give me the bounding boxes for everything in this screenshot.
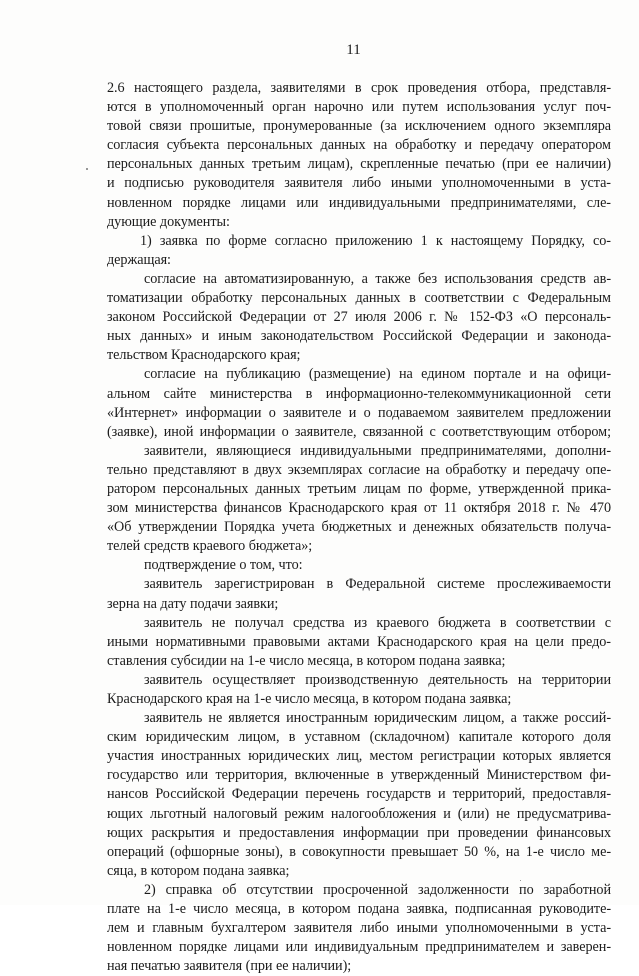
text-line: 1) заявка по форме согласно приложению 1 к настоящему Порядку, со- xyxy=(140,232,611,249)
text-line: персональных данных третьим лицам), скрепленные печатью (при ее наличии) xyxy=(107,156,611,173)
page-number: 11 xyxy=(346,42,361,58)
text-line: держащая: xyxy=(107,251,171,268)
scan-speck xyxy=(86,168,88,170)
text-line: ная печатью заявителя (при ее наличии); xyxy=(107,958,352,975)
text-line: и подписью руководителя заявителя либо иными уполномоченными в уста- xyxy=(107,175,611,192)
text-line: заявитель зарегистрирован в Федеральной системе прослеживаемости xyxy=(144,576,611,593)
text-line: «Об утверждении Порядка учета бюджетных и денежных обязательств получа- xyxy=(107,519,611,536)
body-text xyxy=(107,79,611,976)
text-line: согласие на автоматизированную, а также без использования средств ав- xyxy=(144,270,611,287)
text-line: зерна на дату подачи заявки; xyxy=(107,595,279,612)
text-line: ющих раскрытия и предоставления информации при проведении финансовых xyxy=(107,824,611,841)
text-line: тельством Краснодарского края; xyxy=(107,347,301,364)
text-line: лем и главным бухгалтером заявителя либо иными уполномоченными в уста- xyxy=(107,920,611,937)
text-line: зом министерства финансов Краснодарского края от 11 октября 2018 г. № 470 xyxy=(107,500,611,517)
text-line: государство или территория, включенные в утвержденный Министерством фи- xyxy=(107,767,611,784)
text-line: заявитель не является иностранным юридическим лицом, а также россий- xyxy=(144,710,611,727)
text-line: ются в уполномоченный орган нарочно или путем использования услуг поч- xyxy=(107,99,611,116)
text-line: плате на 1-е число месяца, в котором подана заявка, подписанная руководите- xyxy=(107,901,611,918)
text-line: заявитель осуществляет производственную деятельность на территории xyxy=(144,671,611,688)
text-line: ных данных» и иным законодательством Российской Федерации и законода- xyxy=(107,328,611,345)
text-line: тельно представляют в двух экземплярах согласие на обработку и передачу опе- xyxy=(107,461,611,478)
text-line: сяца, в котором подана заявка; xyxy=(107,862,290,879)
text-line: альном сайте министерства в информационно-телекоммуникационной сети xyxy=(107,385,611,402)
text-line: новленном порядке лицами или индивидуальными предпринимателями, сле- xyxy=(107,194,611,211)
text-line: 2.6 настоящего раздела, заявителями в срок проведения отбора, представля- xyxy=(107,80,611,96)
text-line: (заявке), иной информации о заявителе, связанной с соответствующим отбором; xyxy=(107,423,611,440)
text-line: заявитель не получал средства из краевого бюджета в соответствии с xyxy=(144,614,611,631)
text-line: ским юридическим лицом, в уставном (складочном) капитале которого доля xyxy=(107,729,611,746)
text-line: согласие на публикацию (размещение) на едином портале и на офици- xyxy=(144,366,611,383)
text-line: согласия субъекта персональных данных на обработку и передачу оператором xyxy=(107,137,611,154)
text-line: Краснодарского края на 1-е число месяца, в котором подана заявка; xyxy=(107,691,512,707)
text-line: ющих льготный налоговый режим налогообложения и (или) не предусматрива- xyxy=(107,805,611,822)
text-line: иными нормативными правовыми актами Краснодарского края на цели предо- xyxy=(107,633,611,650)
text-line: нансов Российской Федерации перечень государств и территорий, предоставля- xyxy=(107,786,611,803)
text-line: 2) справка об отсутствии просроченной задолженности по заработной xyxy=(144,881,611,898)
text-line: томатизации обработку персональных данных в соответствии с Федеральным xyxy=(107,290,611,307)
scan-speck xyxy=(520,880,521,881)
text-line: операций (офшорные зоны), в совокупности превышает 50 %, на 1-е число ме- xyxy=(107,843,611,860)
text-line: ратором персональных данных третьим лицам по форме, утвержденной прика- xyxy=(107,480,611,497)
text-line: «Интернет» информации о заявителе и о подаваемом заявителем предложении xyxy=(107,404,611,421)
text-line: подтверждение о том, что: xyxy=(144,557,303,574)
text-line: законом Российской Федерации от 27 июля 2006 г. № 152-ФЗ «О персональ- xyxy=(107,309,611,326)
text-line: товой связи прошитые, пронумерованные (за исключением одного экземпляра xyxy=(107,118,611,135)
text-line: дующие документы: xyxy=(107,213,230,230)
text-line: новленном порядке лицами или индивидуальным предпринимателем и заверен- xyxy=(107,939,611,956)
text-line: заявители, являющиеся индивидуальными предпринимателями, дополни- xyxy=(144,442,611,459)
text-line: участия иностранных юридических лиц, местом регистрации которых является xyxy=(107,748,611,765)
text-line: ставления субсидии на 1-е число месяца, в котором подана заявка; xyxy=(107,652,506,669)
text-line: телей средств краевого бюджета»; xyxy=(107,538,313,555)
